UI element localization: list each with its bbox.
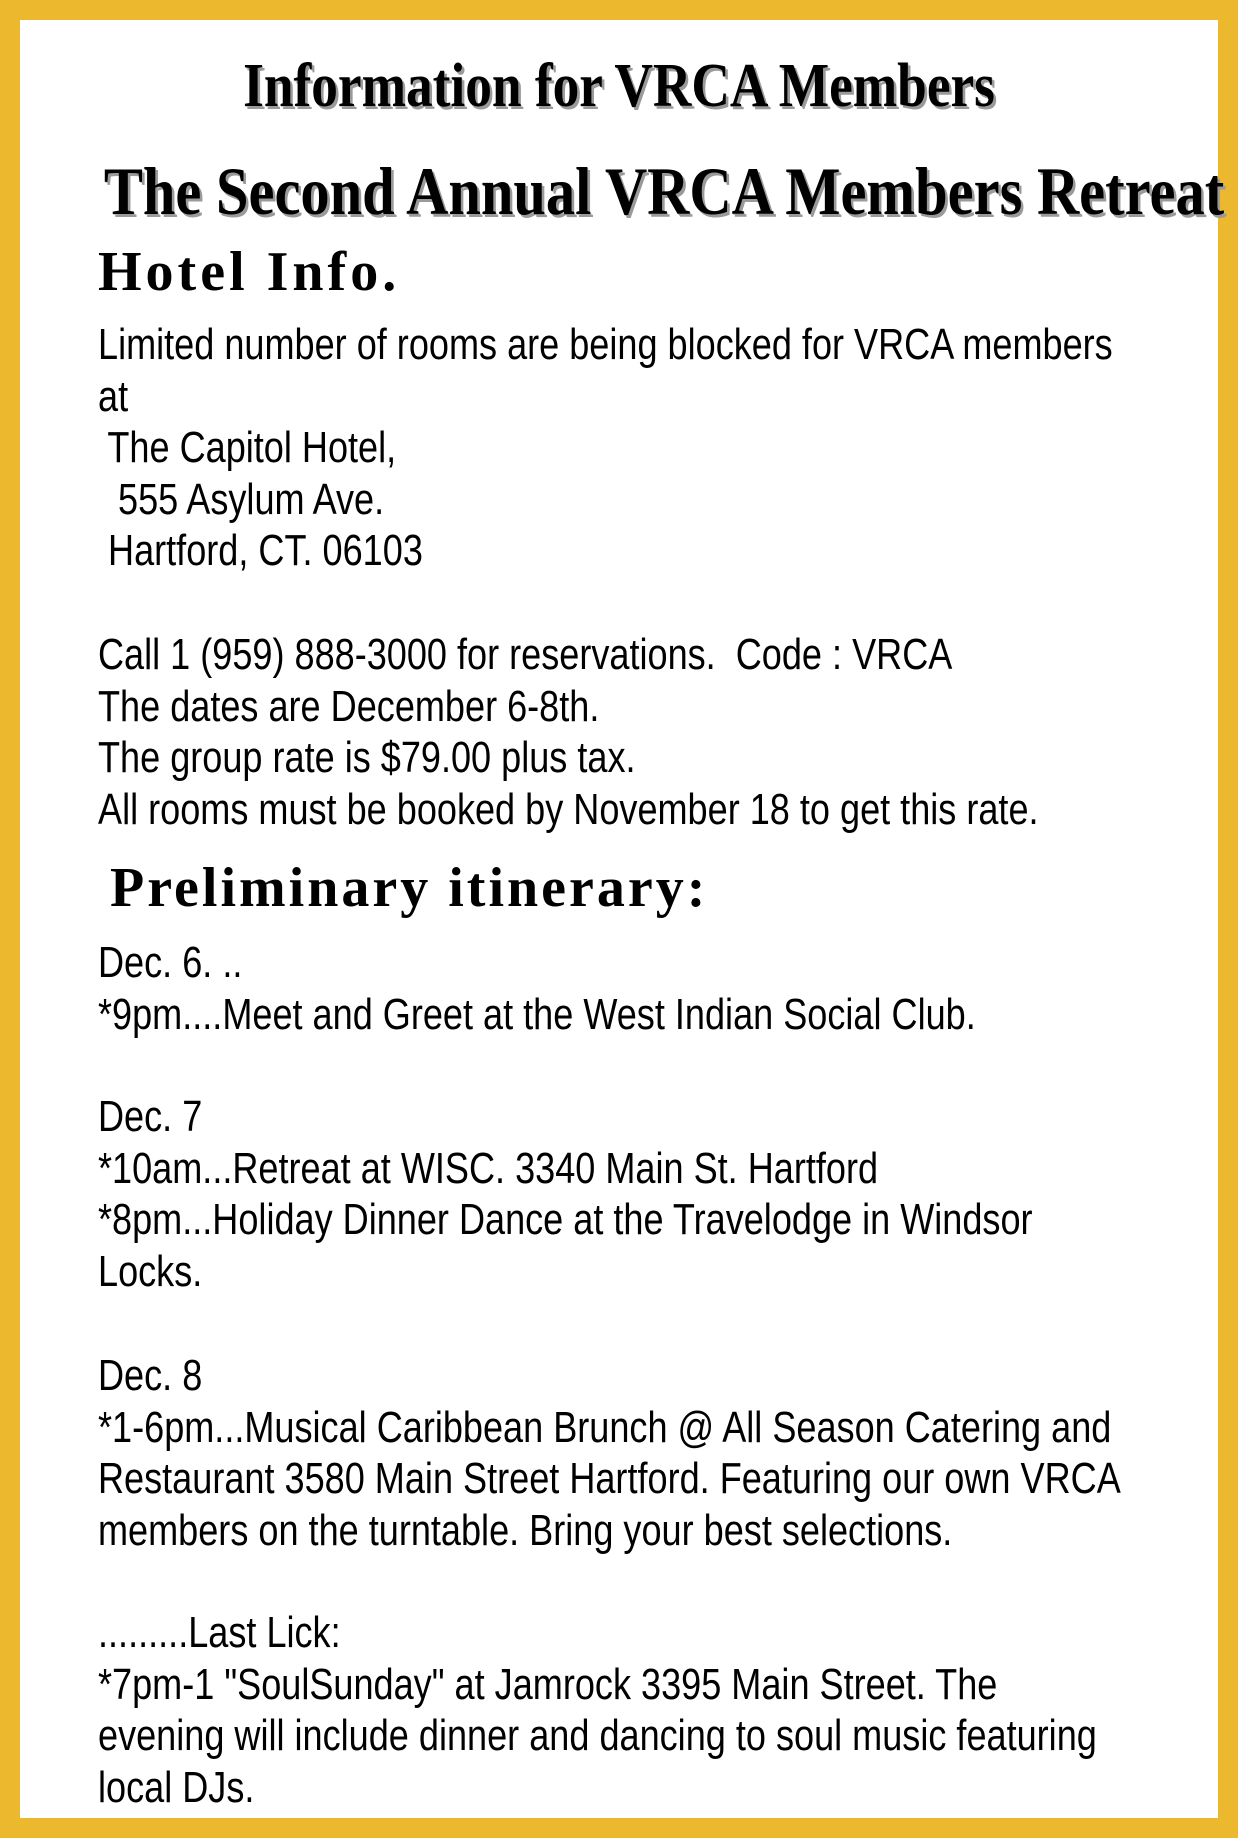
- event-line: evening will include dinner and dancing to soul music featuring: [98, 1711, 1097, 1760]
- event-line: Restaurant 3580 Main Street Hartford. Featuring our own VRCA: [98, 1454, 1121, 1503]
- itinerary-last-lick: [98, 1607, 1097, 1813]
- event-line: *8pm...Holiday Dinner Dance at the Travelodge in Windsor: [98, 1195, 1033, 1244]
- reservation-block: [98, 629, 1039, 835]
- last-lick-label: .........Last Lick:: [98, 1608, 341, 1657]
- hotel-name: The Capitol Hotel,: [98, 423, 397, 472]
- hotel-city: Hartford, CT. 06103: [98, 526, 423, 575]
- event-line: *9pm....Meet and Greet at the West Indian Social Club.: [98, 989, 976, 1039]
- event-line: Locks.: [98, 1246, 203, 1296]
- day-label: Dec. 7: [98, 1092, 203, 1141]
- flyer-title: Information for VRCA Members: [243, 52, 995, 120]
- reservation-rate: The group rate is $79.00 plus tax.: [98, 733, 636, 782]
- itinerary-heading: Preliminary itinerary:: [110, 857, 709, 919]
- itinerary-day-dec7: [98, 1091, 1033, 1297]
- itinerary-day-dec6: [98, 937, 976, 1040]
- event-line: *7pm-1 "SoulSunday" at Jamrock 3395 Main Street. The: [98, 1659, 998, 1709]
- itinerary-day-dec8: [98, 1350, 1121, 1556]
- day-label: Dec. 8: [98, 1351, 203, 1400]
- hotel-info-heading: Hotel Info.: [98, 241, 401, 303]
- reservation-phone: Call 1 (959) 888-3000 for reservations. Code : VRCA: [98, 630, 953, 679]
- event-line: local DJs.: [98, 1762, 255, 1812]
- hotel-text-line: Limited number of rooms are being blocked for VRCA members: [98, 320, 1113, 369]
- hotel-address-block: [98, 319, 1113, 577]
- reservation-deadline: All rooms must be booked by November 18 to get this rate.: [98, 784, 1039, 834]
- reservation-dates: The dates are December 6-8th.: [98, 681, 600, 731]
- hotel-street: 555 Asylum Ave.: [98, 474, 385, 524]
- hotel-text-line: at: [98, 371, 129, 421]
- event-line: members on the turntable. Bring your best selections.: [98, 1505, 953, 1555]
- day-label: Dec. 6. ..: [98, 938, 243, 987]
- event-line: *1-6pm...Musical Caribbean Brunch @ All Season Catering and: [98, 1402, 1112, 1452]
- flyer-subtitle: The Second Annual VRCA Members Retreat: [103, 153, 1225, 229]
- event-line: *10am...Retreat at WISC. 3340 Main St. Hartford: [98, 1143, 879, 1193]
